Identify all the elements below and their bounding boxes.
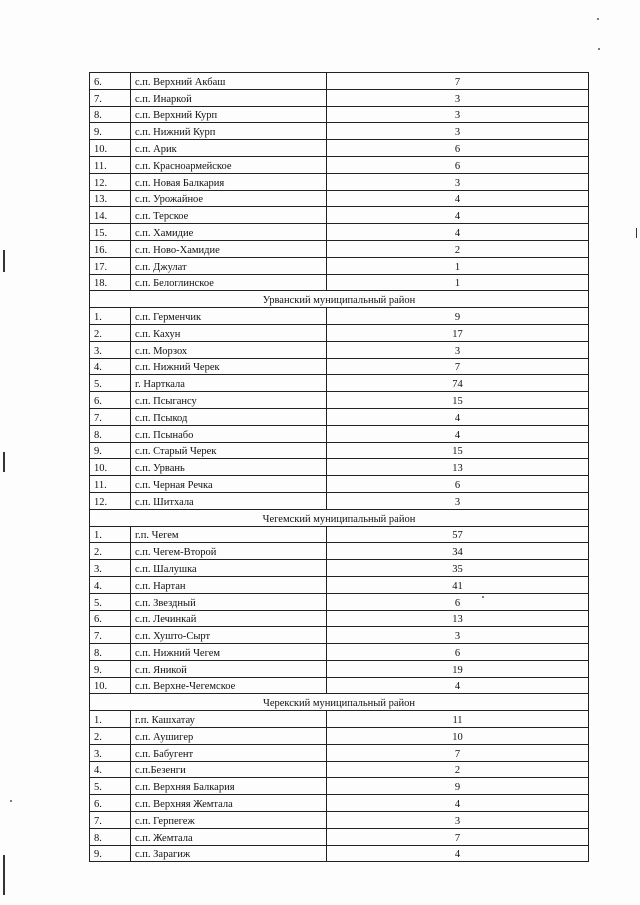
settlement-name: с.п. Зарагиж: [131, 845, 327, 862]
settlement-name: с.п. Герпегеж: [131, 812, 327, 829]
row-number: 5.: [90, 375, 131, 392]
row-number: 6.: [90, 795, 131, 812]
table-row: [90, 375, 589, 392]
table-row: [90, 526, 589, 543]
section-header-row: [90, 291, 589, 308]
settlement-value: 3: [327, 341, 589, 358]
settlement-value: 15: [327, 392, 589, 409]
table-row: [90, 492, 589, 509]
table-row: [90, 224, 589, 241]
settlement-value: 9: [327, 308, 589, 325]
row-number: 7.: [90, 408, 131, 425]
row-number: 14.: [90, 207, 131, 224]
settlement-value: 6: [327, 476, 589, 493]
settlement-value: 6: [327, 644, 589, 661]
row-number: 4.: [90, 576, 131, 593]
settlement-value: 6: [327, 156, 589, 173]
row-number: 12.: [90, 492, 131, 509]
scan-margin-mark: [3, 452, 5, 472]
row-number: 5.: [90, 593, 131, 610]
settlement-value: 3: [327, 89, 589, 106]
table-row: [90, 308, 589, 325]
settlement-value: 4: [327, 845, 589, 862]
row-number: 2.: [90, 728, 131, 745]
table-row: [90, 744, 589, 761]
table-row: [90, 257, 589, 274]
row-number: 11.: [90, 156, 131, 173]
settlement-name: с.п. Верхняя Жемтала: [131, 795, 327, 812]
scan-margin-mark: [3, 855, 5, 895]
settlement-name: с.п. Верхне-Чегемское: [131, 677, 327, 694]
section-title: Урванский муниципальный район: [90, 291, 589, 308]
settlement-value: 4: [327, 408, 589, 425]
settlement-name: с.п. Псынабо: [131, 425, 327, 442]
settlement-value: 17: [327, 324, 589, 341]
settlement-value: 7: [327, 828, 589, 845]
settlement-name: с.п. Чегем-Второй: [131, 543, 327, 560]
scan-margin-mark: [3, 250, 5, 272]
settlement-value: 4: [327, 425, 589, 442]
settlement-name: с.п. Аушигер: [131, 728, 327, 745]
row-number: 10.: [90, 677, 131, 694]
row-number: 11.: [90, 476, 131, 493]
settlement-value: 13: [327, 610, 589, 627]
settlement-value: 2: [327, 761, 589, 778]
settlement-value: 1: [327, 274, 589, 291]
settlement-value: 10: [327, 728, 589, 745]
row-number: 8.: [90, 106, 131, 123]
settlement-value: 1: [327, 257, 589, 274]
table-row: [90, 459, 589, 476]
table-row: [90, 778, 589, 795]
settlement-value: 57: [327, 526, 589, 543]
table-row: [90, 425, 589, 442]
settlement-name: с.п. Черная Речка: [131, 476, 327, 493]
table-row: [90, 408, 589, 425]
settlement-name: г.п. Кашхатау: [131, 711, 327, 728]
row-number: 8.: [90, 644, 131, 661]
table-row: [90, 644, 589, 661]
settlement-name: с.п. Нижний Черек: [131, 358, 327, 375]
settlement-name: с.п.Безенги: [131, 761, 327, 778]
row-number: 10.: [90, 459, 131, 476]
scan-margin-mark: [636, 228, 637, 238]
row-number: 16.: [90, 240, 131, 257]
settlement-value: 7: [327, 744, 589, 761]
row-number: 9.: [90, 660, 131, 677]
table-row: [90, 627, 589, 644]
settlement-value: 4: [327, 190, 589, 207]
scan-speck: [482, 596, 484, 598]
settlement-name: с.п. Бабугент: [131, 744, 327, 761]
row-number: 9.: [90, 123, 131, 140]
settlement-name: с.п. Терское: [131, 207, 327, 224]
settlement-value: 6: [327, 140, 589, 157]
table-row: [90, 358, 589, 375]
settlements-table-body: [90, 73, 589, 862]
row-number: 3.: [90, 560, 131, 577]
settlement-value: 41: [327, 576, 589, 593]
table-row: [90, 761, 589, 778]
settlement-value: 7: [327, 73, 589, 90]
settlement-name: с.п. Арик: [131, 140, 327, 157]
settlement-name: с.п. Инаркой: [131, 89, 327, 106]
settlement-name: с.п. Кахун: [131, 324, 327, 341]
settlement-name: с.п. Нартан: [131, 576, 327, 593]
row-number: 17.: [90, 257, 131, 274]
settlement-name: г.п. Чегем: [131, 526, 327, 543]
settlement-name: с.п. Шалушка: [131, 560, 327, 577]
settlement-value: 4: [327, 207, 589, 224]
table-row: [90, 845, 589, 862]
table-row: [90, 711, 589, 728]
section-title: Черекский муниципальный район: [90, 694, 589, 711]
settlement-value: 4: [327, 677, 589, 694]
settlement-name: с.п. Верхний Курп: [131, 106, 327, 123]
settlement-name: с.п. Джулат: [131, 257, 327, 274]
table-row: [90, 106, 589, 123]
settlement-value: 34: [327, 543, 589, 560]
row-number: 5.: [90, 778, 131, 795]
settlement-value: 3: [327, 492, 589, 509]
settlement-value: 3: [327, 173, 589, 190]
table-row: [90, 576, 589, 593]
settlement-value: 3: [327, 627, 589, 644]
settlements-table: [89, 72, 589, 862]
row-number: 18.: [90, 274, 131, 291]
scan-speck: [10, 800, 12, 802]
row-number: 7.: [90, 627, 131, 644]
settlement-name: с.п. Жемтала: [131, 828, 327, 845]
scan-speck: [597, 18, 599, 20]
settlement-name: с.п. Урожайное: [131, 190, 327, 207]
settlement-name: с.п. Хамидие: [131, 224, 327, 241]
settlement-name: с.п. Звездный: [131, 593, 327, 610]
row-number: 1.: [90, 711, 131, 728]
row-number: 3.: [90, 744, 131, 761]
settlement-name: с.п. Верхняя Балкария: [131, 778, 327, 795]
row-number: 4.: [90, 358, 131, 375]
settlement-name: с.п. Герменчик: [131, 308, 327, 325]
table-row: [90, 812, 589, 829]
settlement-name: с.п. Верхний Акбаш: [131, 73, 327, 90]
settlement-value: 9: [327, 778, 589, 795]
table-row: [90, 207, 589, 224]
table-row: [90, 123, 589, 140]
settlement-name: с.п. Хушто-Сырт: [131, 627, 327, 644]
settlement-name: с.п. Ново-Хамидие: [131, 240, 327, 257]
row-number: 8.: [90, 828, 131, 845]
settlement-value: 2: [327, 240, 589, 257]
settlement-value: 4: [327, 224, 589, 241]
row-number: 9.: [90, 442, 131, 459]
settlement-value: 6: [327, 593, 589, 610]
row-number: 10.: [90, 140, 131, 157]
settlement-name: с.п. Нижний Курп: [131, 123, 327, 140]
section-header-row: [90, 694, 589, 711]
settlement-value: 3: [327, 123, 589, 140]
row-number: 4.: [90, 761, 131, 778]
table-row: [90, 593, 589, 610]
settlement-value: 3: [327, 812, 589, 829]
settlement-name: с.п. Нижний Чегем: [131, 644, 327, 661]
table-row: [90, 140, 589, 157]
row-number: 1.: [90, 526, 131, 543]
section-header-row: [90, 509, 589, 526]
row-number: 7.: [90, 89, 131, 106]
settlement-name: с.п. Новая Балкария: [131, 173, 327, 190]
settlement-value: 35: [327, 560, 589, 577]
table-row: [90, 173, 589, 190]
table-row: [90, 156, 589, 173]
table-row: [90, 190, 589, 207]
settlement-value: 7: [327, 358, 589, 375]
settlement-name: г. Нарткала: [131, 375, 327, 392]
row-number: 13.: [90, 190, 131, 207]
row-number: 2.: [90, 324, 131, 341]
settlement-name: с.п. Яникой: [131, 660, 327, 677]
table-row: [90, 560, 589, 577]
settlement-name: с.п. Белоглинское: [131, 274, 327, 291]
table-row: [90, 392, 589, 409]
settlement-value: 3: [327, 106, 589, 123]
section-title: Чегемский муниципальный район: [90, 509, 589, 526]
row-number: 2.: [90, 543, 131, 560]
settlement-value: 13: [327, 459, 589, 476]
table-row: [90, 73, 589, 90]
table-row: [90, 89, 589, 106]
table-row: [90, 728, 589, 745]
row-number: 1.: [90, 308, 131, 325]
settlement-name: с.п. Старый Черек: [131, 442, 327, 459]
row-number: 12.: [90, 173, 131, 190]
settlement-value: 19: [327, 660, 589, 677]
table-row: [90, 240, 589, 257]
table-row: [90, 543, 589, 560]
row-number: 9.: [90, 845, 131, 862]
row-number: 3.: [90, 341, 131, 358]
table-row: [90, 324, 589, 341]
table-row: [90, 610, 589, 627]
row-number: 6.: [90, 392, 131, 409]
table-row: [90, 274, 589, 291]
row-number: 7.: [90, 812, 131, 829]
settlement-name: с.п. Псыгансу: [131, 392, 327, 409]
settlement-value: 11: [327, 711, 589, 728]
settlement-name: с.п. Красноармейское: [131, 156, 327, 173]
scan-speck: [598, 48, 600, 50]
settlement-value: 15: [327, 442, 589, 459]
table-row: [90, 341, 589, 358]
row-number: 8.: [90, 425, 131, 442]
settlement-value: 4: [327, 795, 589, 812]
table-row: [90, 442, 589, 459]
row-number: 6.: [90, 610, 131, 627]
settlement-name: с.п. Урвань: [131, 459, 327, 476]
settlement-value: 74: [327, 375, 589, 392]
settlement-name: с.п. Морзох: [131, 341, 327, 358]
settlement-name: с.п. Шитхала: [131, 492, 327, 509]
table-row: [90, 476, 589, 493]
row-number: 6.: [90, 73, 131, 90]
settlement-name: с.п. Лечинкай: [131, 610, 327, 627]
table-row: [90, 677, 589, 694]
row-number: 15.: [90, 224, 131, 241]
table-row: [90, 828, 589, 845]
settlement-name: с.п. Псыкод: [131, 408, 327, 425]
table-row: [90, 795, 589, 812]
table-row: [90, 660, 589, 677]
